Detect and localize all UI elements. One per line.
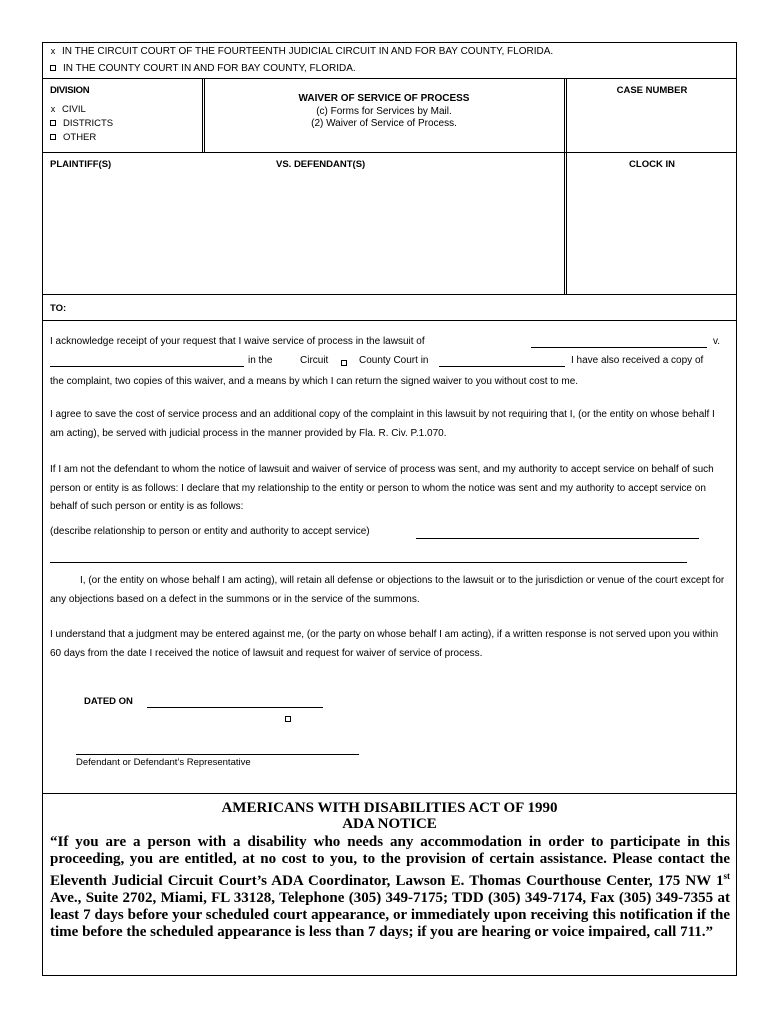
division-option-civil[interactable] xyxy=(49,104,86,115)
ada-text-part-1: “If you are a person with a disability who needs any accommodation in order to participate in this proceeding, you are entitled, at no cost to you, to the provision of certain assistance. Please contact the Eleventh Judicial Circuit Court’s ADA Coordinator, Lawson E. Thomas Courthouse Center, 175 NW 1 xyxy=(50,834,730,889)
ack-line-1 xyxy=(50,336,425,347)
other-label: OTHER xyxy=(63,132,97,143)
court-circuit-option[interactable] xyxy=(49,46,553,57)
circuit-court-label: IN THE CIRCUIT COURT OF THE FOURTEENTH JUDICIAL CIRCUIT IN AND FOR BAY COUNTY, FLORIDA. xyxy=(62,46,554,57)
signature-blank[interactable] xyxy=(76,754,359,755)
ack-county-court: County Court in xyxy=(359,355,429,366)
signature-box-marker xyxy=(285,716,291,722)
parties-row xyxy=(42,152,737,295)
civil-label: CIVIL xyxy=(62,104,86,115)
describe-label: (describe relationship to person or entity and authority to accept service) xyxy=(50,526,370,537)
ack-in-the: in the xyxy=(248,355,273,366)
divider-1 xyxy=(202,79,205,152)
other-checkbox[interactable] xyxy=(50,134,56,140)
ack-v: v. xyxy=(713,336,721,347)
ada-text-sup: st xyxy=(723,871,730,881)
ack-text-start: I acknowledge receipt of your request that I waive service of process in the lawsuit of xyxy=(50,336,425,347)
form-title: WAIVER OF SERVICE OF PROCESS xyxy=(298,93,470,104)
ada-subtitle: ADA NOTICE xyxy=(342,816,437,832)
ack-circuit: Circuit xyxy=(300,355,329,366)
understand-paragraph: I understand that a judgment may be entered against me, (or the party on whose behalf I am acting), if a written response is not served upon you within 60 days from the date I received the notice of lawsuit and request for waiver of service of process. xyxy=(50,629,719,659)
circuit-court-checkbox[interactable]: x xyxy=(50,46,56,57)
form-subtitle-2: (2) Waiver of Service of Process. xyxy=(311,118,457,129)
division-option-other[interactable] xyxy=(49,132,96,143)
county-court-label: IN THE COUNTY COURT IN AND FOR BAY COUNTY, FLORIDA. xyxy=(63,63,356,74)
divider-2 xyxy=(564,79,567,152)
division-heading: DIVISION xyxy=(50,85,90,96)
form-subtitle-1: (c) Forms for Services by Mail. xyxy=(316,106,452,117)
retain-paragraph: I, (or the entity on whose behalf I am acting), will retain all defense or objections to the lawsuit or to the jurisdiction or venue of the court except for any objections based on a defect in the summons or in the service of the summons. xyxy=(50,575,725,605)
dated-on-blank[interactable] xyxy=(147,707,323,708)
defendant-name-blank[interactable] xyxy=(50,366,244,367)
agree-paragraph: I agree to save the cost of service process and an additional copy of the complaint in this lawsuit by not requiring that I, (or the entity on whose behalf I am acting), be served with judicial process in the manner provided by Fla. R. Civ. P.1.070. xyxy=(50,409,715,439)
describe-blank-2[interactable] xyxy=(50,562,687,563)
ada-title: AMERICANS WITH DISABILITIES ACT OF 1990 xyxy=(221,800,558,816)
signature-caption: Defendant or Defendant’s Representative xyxy=(76,757,251,768)
districts-checkbox[interactable] xyxy=(50,120,56,126)
dated-on-label: DATED ON xyxy=(84,696,133,707)
ada-notice-text xyxy=(50,834,730,941)
county-court-checkbox[interactable] xyxy=(50,65,56,71)
county-court-choice-checkbox[interactable] xyxy=(341,360,347,366)
if-not-paragraph: If I am not the defendant to whom the notice of lawsuit and waiver of service of process was sent, and my authority to accept service on behalf of such person or entity is as follows: I declare that my relationship to the entity or person to whom the notice was sent and my authority to accept service on behalf of such person or entity is as follows: xyxy=(50,464,714,512)
civil-checkbox[interactable]: x xyxy=(50,104,56,115)
case-number-label: CASE NUMBER xyxy=(616,85,688,96)
ada-text-part-2: Ave., Suite 2702, Miami, FL 33128, Telephone (305) 349-7175; TDD (305) 349-7174, Fax (305) 349-7355 at least 7 days before your scheduled court appearance, or immediately upon receiving this notification if the time before the scheduled appearance is less than 7 days; if you are hearing or voice impaired, call 711.” xyxy=(50,890,730,940)
county-name-blank[interactable] xyxy=(439,366,565,367)
plaintiff-name-blank[interactable] xyxy=(531,347,707,348)
describe-blank-1[interactable] xyxy=(416,538,699,539)
ack-copy: I have also received a copy of xyxy=(571,355,704,366)
form-title-block xyxy=(206,93,562,130)
court-county-option[interactable] xyxy=(49,63,356,74)
divider-3 xyxy=(564,153,567,294)
body-box xyxy=(42,320,737,794)
ack-end: the complaint, two copies of this waiver, and a means by which I can return the signed waiver to you without cost to me. xyxy=(50,376,579,387)
clock-in-label: CLOCK IN xyxy=(629,159,675,170)
districts-label: DISTRICTS xyxy=(63,118,114,129)
division-option-districts[interactable] xyxy=(49,118,113,129)
to-label: TO: xyxy=(50,303,67,314)
defendant-label: VS. DEFENDANT(S) xyxy=(276,159,366,170)
plaintiff-label: PLAINTIFF(S) xyxy=(50,159,112,170)
to-row xyxy=(42,294,737,321)
